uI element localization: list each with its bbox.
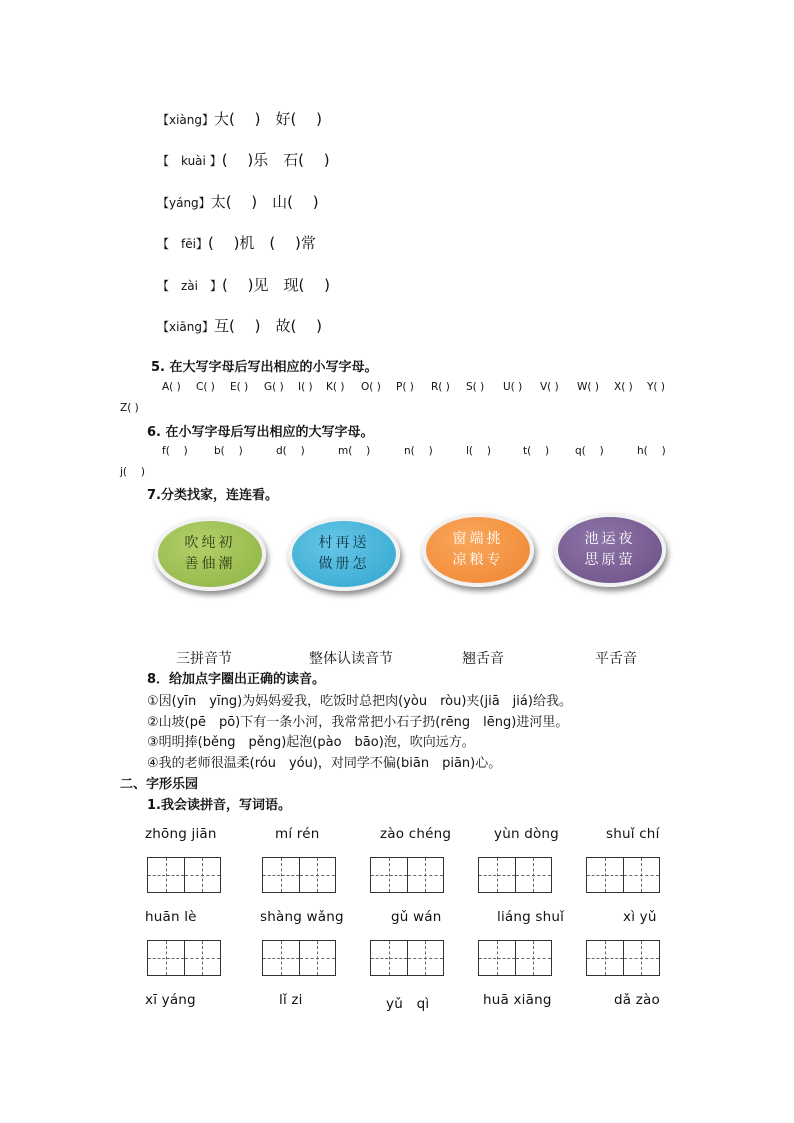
writing-box[interactable] xyxy=(478,940,552,976)
letter-item: X( ) xyxy=(614,381,633,393)
homophone-row xyxy=(157,232,316,253)
q6-letters xyxy=(162,443,682,458)
homophone-pinyin: 【xiàng】 xyxy=(157,113,215,127)
q5-wrap-letter: Z( ) xyxy=(120,402,139,414)
homophone-row xyxy=(157,315,322,336)
letter-item: K( ) xyxy=(326,381,345,393)
letter-item: R( ) xyxy=(431,381,450,393)
oval-group-2[interactable] xyxy=(288,517,400,591)
writing-box[interactable] xyxy=(370,857,444,893)
homophone-pinyin: 【 kuài 】 xyxy=(157,154,222,168)
letter-item: I( ) xyxy=(298,381,313,393)
writing-box[interactable] xyxy=(262,857,336,893)
oval-line: 窗端挑 xyxy=(452,531,504,547)
letter-item: f( ) xyxy=(162,445,188,457)
oval-line: 吹纯初 xyxy=(184,535,236,551)
writing-box[interactable] xyxy=(370,940,444,976)
pinyin-label: liáng shuǐ xyxy=(497,909,565,925)
pinyin-label: huān lè xyxy=(145,909,197,925)
letter-item: n( ) xyxy=(404,445,433,457)
pinyin-label: xì yǔ xyxy=(623,909,657,925)
category-label[interactable]: 三拼音节 xyxy=(176,651,232,667)
q8-title: 8．给加点字圈出正确的读音。 xyxy=(147,672,326,687)
pinyin-label: huā xiāng xyxy=(483,992,552,1008)
pinyin-label: dǎ zào xyxy=(614,992,660,1008)
homophone-pinyin: 【yáng】 xyxy=(157,196,211,210)
q8-sentence: ③明明捧(běng pěng)起泡(pào bāo)泡，吹向远方。 xyxy=(147,735,475,750)
homophone-row xyxy=(157,274,330,295)
letter-item: C( ) xyxy=(196,381,215,393)
writing-box[interactable] xyxy=(478,857,552,893)
pinyin-label: gǔ wán xyxy=(391,909,442,925)
oval-line: 村再送 xyxy=(318,535,370,551)
homophone-words: ( )见 现( ) xyxy=(222,276,330,294)
q5-title: 5. 在大写字母后写出相应的小写字母。 xyxy=(151,360,378,375)
category-label[interactable]: 整体认读音节 xyxy=(309,651,393,667)
oval-group-3[interactable] xyxy=(422,513,534,587)
homophone-pinyin: 【xiāng】 xyxy=(157,320,215,334)
pinyin-label: zào chéng xyxy=(380,826,452,842)
q8-sentence: ④我的老师很温柔(róu yóu)，对同学不偏(biān piān)心。 xyxy=(147,756,502,771)
letter-item: E( ) xyxy=(230,381,249,393)
homophone-words: ( )乐 石( ) xyxy=(221,151,330,169)
homophone-pinyin: 【 zài 】 xyxy=(157,279,222,293)
pinyin-label: lǐ zi xyxy=(279,992,303,1008)
letter-item: t( ) xyxy=(523,445,550,457)
q6-title: 6. 在小写字母后写出相应的大写字母。 xyxy=(147,425,374,440)
writing-box[interactable] xyxy=(262,940,336,976)
oval-line: 池运夜 xyxy=(584,531,636,547)
letter-item: Y( ) xyxy=(647,381,665,393)
q8-sentence: ②山坡(pē pō)下有一条小河，我常常把小石子扔(rēng lēng)进河里。 xyxy=(147,715,569,730)
letter-item: d( ) xyxy=(276,445,305,457)
letter-item: W( ) xyxy=(577,381,599,393)
writing-box[interactable] xyxy=(147,857,221,893)
homophone-row xyxy=(157,108,322,129)
q8-sentence: ①因(yīn yīng)为妈妈爱我，吃饭时总把肉(yòu ròu)夹(jiā jiá)给我。 xyxy=(147,694,572,709)
homophone-row xyxy=(157,149,330,170)
oval-line: 善伷潮 xyxy=(184,556,236,572)
homophone-words: 大( ) 好( ) xyxy=(214,110,322,128)
pinyin-label: xī yáng xyxy=(145,992,196,1008)
pinyin-label: yǔ qì xyxy=(386,996,430,1012)
category-label[interactable]: 翘舌音 xyxy=(462,651,504,667)
q1-title: 1.我会读拼音，写词语。 xyxy=(147,798,291,813)
letter-item: P( ) xyxy=(396,381,414,393)
letter-item: m( ) xyxy=(338,445,371,457)
pinyin-label: shàng wǎng xyxy=(260,909,344,925)
q7-title: 7.分类找家，连连看。 xyxy=(147,488,278,503)
letter-item: G( ) xyxy=(264,381,284,393)
homophone-words: ( )机 ( )常 xyxy=(207,234,316,252)
homophone-words: 互( ) 故( ) xyxy=(214,317,322,335)
letter-item: A( ) xyxy=(162,381,181,393)
oval-group-4[interactable] xyxy=(554,513,666,587)
letter-item: h( ) xyxy=(637,445,666,457)
pinyin-label: yùn dòng xyxy=(494,826,559,842)
writing-box[interactable] xyxy=(586,857,660,893)
letter-item: U( ) xyxy=(503,381,523,393)
letter-item: l( ) xyxy=(466,445,491,457)
letter-item: q( ) xyxy=(575,445,604,457)
letter-item: S( ) xyxy=(466,381,485,393)
oval-line: 凉粮专 xyxy=(452,552,504,568)
oval-group-1[interactable] xyxy=(154,517,266,591)
homophone-row xyxy=(157,191,319,212)
oval-line: 思原萤 xyxy=(584,552,636,568)
pinyin-label: shuǐ chí xyxy=(606,826,660,842)
letter-item: b( ) xyxy=(214,445,243,457)
letter-item: V( ) xyxy=(540,381,559,393)
writing-box[interactable] xyxy=(147,940,221,976)
pinyin-label: zhōng jiān xyxy=(145,826,217,842)
homophone-pinyin: 【 fēi】 xyxy=(157,237,208,251)
oval-line: 做册怎 xyxy=(318,556,370,572)
pinyin-label: mí rén xyxy=(275,826,320,842)
homophone-words: 太( ) 山( ) xyxy=(210,193,319,211)
writing-box[interactable] xyxy=(586,940,660,976)
letter-item: O( ) xyxy=(361,381,381,393)
section-title: 二、字形乐园 xyxy=(120,777,199,792)
q5-letters xyxy=(162,381,677,393)
category-label[interactable]: 平舌音 xyxy=(595,651,637,667)
q6-wrap-letter: j( ) xyxy=(120,466,145,478)
